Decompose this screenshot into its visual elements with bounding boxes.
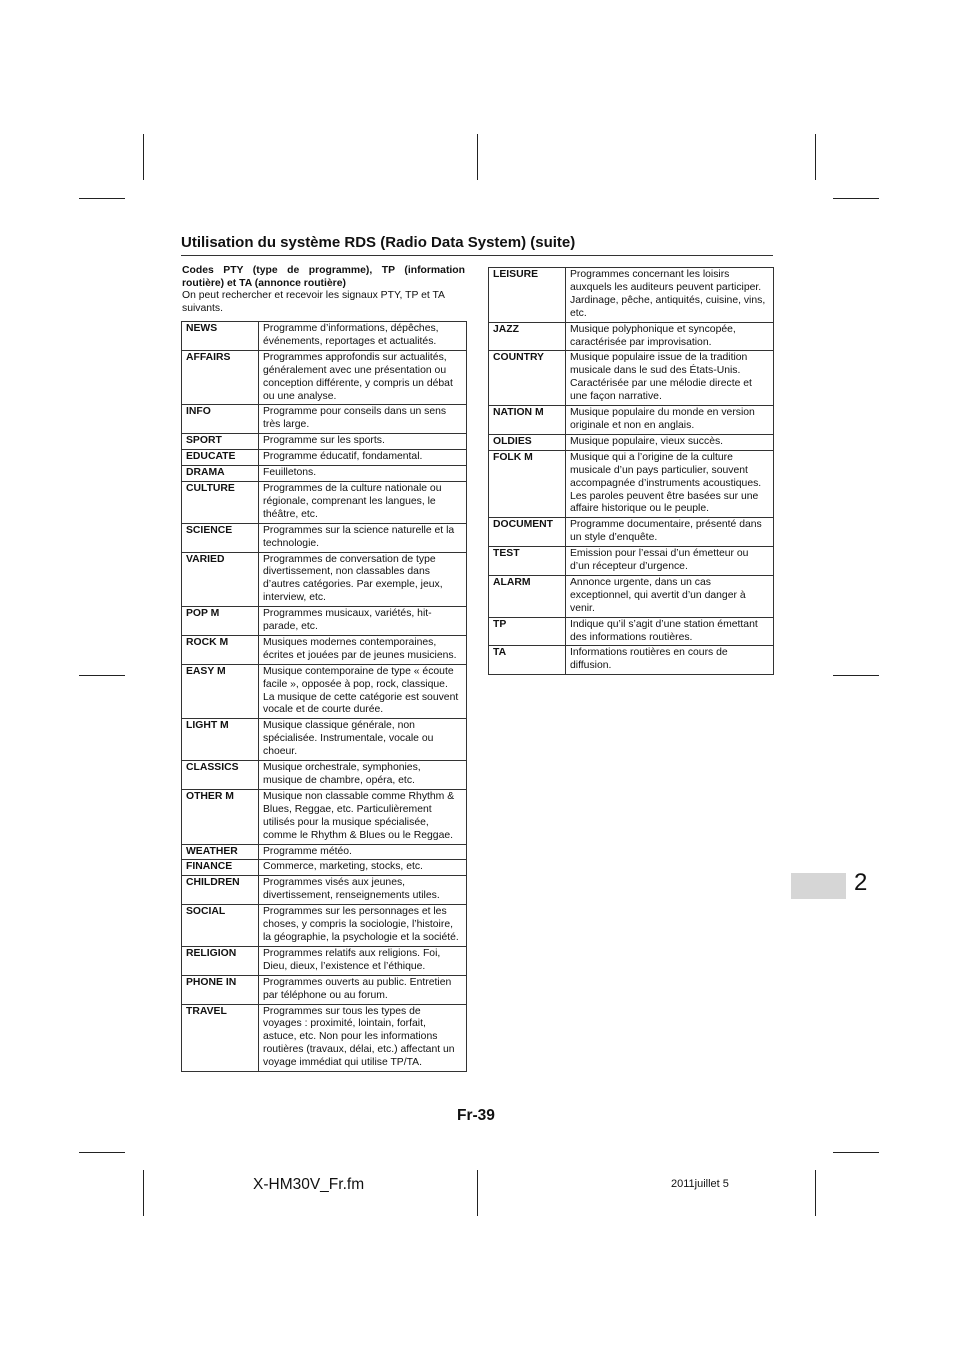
- pty-code: PHONE IN: [182, 975, 259, 1004]
- crop-mark: [143, 1170, 144, 1216]
- crop-mark: [79, 1152, 125, 1153]
- pty-description: Musique populaire du monde en version originale et non en anglais.: [566, 406, 774, 435]
- pty-code: FOLK M: [489, 450, 566, 518]
- pty-code: SPORT: [182, 434, 259, 450]
- table-row: [182, 860, 467, 876]
- table-row: [182, 844, 467, 860]
- intro-heading: Codes PTY (type de programme), TP (information routière) et TA (annonce routière): [182, 265, 465, 289]
- pty-code: WEATHER: [182, 844, 259, 860]
- table-row: [182, 607, 467, 636]
- pty-description: Programmes concernant les loisirs auxquels les auditeurs peuvent participer. Jardinage, pêche, antiquités, cuisine, vins, etc.: [566, 268, 774, 323]
- table-row: [182, 635, 467, 664]
- chapter-number: 2: [854, 869, 868, 896]
- table-row: [489, 351, 774, 406]
- table-row: [182, 466, 467, 482]
- pty-code: EDUCATE: [182, 450, 259, 466]
- pty-code: TRAVEL: [182, 1004, 259, 1072]
- pty-code: FINANCE: [182, 860, 259, 876]
- page-title: Utilisation du système RDS (Radio Data System) (suite): [181, 234, 773, 256]
- pty-description: Programmes visés aux jeunes, divertissement, renseignements utiles.: [259, 876, 467, 905]
- pty-table-left: [181, 321, 467, 1072]
- pty-code: CULTURE: [182, 481, 259, 523]
- pty-description: Musique classique générale, non spécialisée. Instrumentale, vocale ou choeur.: [259, 719, 467, 761]
- intro-section: [182, 265, 465, 315]
- table-row: [182, 405, 467, 434]
- pty-description: Programmes sur les personnages et les choses, y compris la sociologie, l’histoire, la géographie, la psychologie et la société.: [259, 905, 467, 947]
- table-row: [489, 646, 774, 675]
- pty-code: SOCIAL: [182, 905, 259, 947]
- pty-code: CLASSICS: [182, 761, 259, 790]
- pty-code: ROCK M: [182, 635, 259, 664]
- pty-code: DOCUMENT: [489, 518, 566, 547]
- pty-description: Feuilletons.: [259, 466, 467, 482]
- crop-mark: [79, 675, 125, 676]
- pty-code: TEST: [489, 547, 566, 576]
- table-row: [489, 406, 774, 435]
- chapter-tab: [791, 873, 846, 899]
- pty-code: DRAMA: [182, 466, 259, 482]
- pty-description: Commerce, marketing, stocks, etc.: [259, 860, 467, 876]
- pty-code: LIGHT M: [182, 719, 259, 761]
- table-row: [182, 434, 467, 450]
- table-row: [182, 552, 467, 607]
- pty-code: LEISURE: [489, 268, 566, 323]
- pty-description: Programmes de la culture nationale ou régionale, comprenant les langues, le théâtre, etc.: [259, 481, 467, 523]
- pty-description: Musique orchestrale, symphonies, musique de chambre, opéra, etc.: [259, 761, 467, 790]
- pty-description: Musique populaire issue de la tradition musicale dans le sud des États-Unis. Caractérisée par une mélodie directe et une façon narrative.: [566, 351, 774, 406]
- pty-code: AFFAIRS: [182, 350, 259, 405]
- pty-code: RELIGION: [182, 946, 259, 975]
- table-row: [489, 450, 774, 518]
- table-row: [489, 322, 774, 351]
- table-row: [182, 322, 467, 351]
- footer-date: 2011juillet 5: [671, 1178, 729, 1190]
- pty-code: TP: [489, 617, 566, 646]
- pty-code: TA: [489, 646, 566, 675]
- table-row: [182, 946, 467, 975]
- table-row: [182, 481, 467, 523]
- pty-description: Musique polyphonique et syncopée, caractérisée par improvisation.: [566, 322, 774, 351]
- table-row: [182, 719, 467, 761]
- pty-description: Programmes sur tous les types de voyages : proximité, lointain, forfait, astuce, etc. Non pour les informations routières (travaux, délai, etc.) affectant un voyage immédiat qui utilise TP/TA.: [259, 1004, 467, 1072]
- intro-text: On peut rechercher et recevoir les signaux PTY, TP et TA suivants.: [182, 290, 445, 314]
- crop-mark: [833, 675, 879, 676]
- pty-description: Programmes ouverts au public. Entretien par téléphone ou au forum.: [259, 975, 467, 1004]
- crop-mark: [477, 1170, 478, 1216]
- page-number: Fr-39: [457, 1107, 495, 1124]
- pty-description: Emission pour l’essai d’un émetteur ou d’un récepteur d’urgence.: [566, 547, 774, 576]
- pty-description: Programme d’informations, dépêches, événements, reportages et actualités.: [259, 322, 467, 351]
- pty-description: Programmes sur la science naturelle et la technologie.: [259, 523, 467, 552]
- table-row: [489, 547, 774, 576]
- pty-code: POP M: [182, 607, 259, 636]
- table-row: [182, 905, 467, 947]
- pty-code: NATION M: [489, 406, 566, 435]
- pty-description: Musique populaire, vieux succès.: [566, 434, 774, 450]
- pty-description: Programme pour conseils dans un sens très large.: [259, 405, 467, 434]
- pty-description: Programme sur les sports.: [259, 434, 467, 450]
- pty-code: OTHER M: [182, 789, 259, 844]
- pty-code: VARIED: [182, 552, 259, 607]
- table-row: [182, 761, 467, 790]
- pty-code: COUNTRY: [489, 351, 566, 406]
- table-row: [182, 523, 467, 552]
- table-row: [489, 575, 774, 617]
- pty-description: Programmes relatifs aux religions. Foi, Dieu, dieux, l’existence et l’éthique.: [259, 946, 467, 975]
- pty-code: JAZZ: [489, 322, 566, 351]
- crop-mark: [815, 134, 816, 180]
- crop-mark: [815, 1170, 816, 1216]
- crop-mark: [143, 134, 144, 180]
- pty-code: INFO: [182, 405, 259, 434]
- pty-description: Musique contemporaine de type « écoute facile », opposée à pop, rock, classique. La musique de cette catégorie est souvent vocale et de courte durée.: [259, 664, 467, 719]
- pty-description: Musique non classable comme Rhythm & Blues, Reggae, etc. Particulièrement utilisés pour la musique spécialisée, comme le Rhythm & Blues ou le Reggae.: [259, 789, 467, 844]
- pty-description: Programmes de conversation de type divertissement, non classables dans d’autres catégories. Par exemple, jeux, interview, etc.: [259, 552, 467, 607]
- pty-code: EASY M: [182, 664, 259, 719]
- table-row: [182, 450, 467, 466]
- table-row: [489, 434, 774, 450]
- pty-code: ALARM: [489, 575, 566, 617]
- crop-mark: [79, 198, 125, 199]
- pty-code: NEWS: [182, 322, 259, 351]
- table-row: [489, 518, 774, 547]
- table-row: [182, 789, 467, 844]
- pty-description: Musiques modernes contemporaines, écrites et jouées par de jeunes musiciens.: [259, 635, 467, 664]
- pty-description: Informations routières en cours de diffusion.: [566, 646, 774, 675]
- pty-description: Programme météo.: [259, 844, 467, 860]
- table-row: [182, 975, 467, 1004]
- pty-description: Programme documentaire, présenté dans un style d’enquête.: [566, 518, 774, 547]
- table-row: [182, 664, 467, 719]
- pty-description: Annonce urgente, dans un cas exceptionnel, qui avertit d’un danger à venir.: [566, 575, 774, 617]
- pty-table-right: [488, 267, 774, 675]
- pty-code: SCIENCE: [182, 523, 259, 552]
- crop-mark: [833, 1152, 879, 1153]
- footer-filename: X-HM30V_Fr.fm: [253, 1176, 365, 1193]
- crop-mark: [833, 198, 879, 199]
- pty-description: Programmes musicaux, variétés, hit-parade, etc.: [259, 607, 467, 636]
- pty-code: OLDIES: [489, 434, 566, 450]
- pty-code: CHILDREN: [182, 876, 259, 905]
- table-row: [182, 350, 467, 405]
- pty-description: Musique qui a l’origine de la culture musicale d’un pays particulier, souvent accompagnée d’instruments acoustiques. Les paroles peuvent être basées sur une affaire historique ou le peuple.: [566, 450, 774, 518]
- table-row: [489, 268, 774, 323]
- table-row: [182, 1004, 467, 1072]
- crop-mark: [477, 134, 478, 180]
- table-row: [182, 876, 467, 905]
- pty-description: Programmes approfondis sur actualités, généralement avec une présentation ou conception différente, y compris un débat ou une analyse.: [259, 350, 467, 405]
- table-row: [489, 617, 774, 646]
- pty-description: Indique qu’il s’agit d’une station émettant des informations routières.: [566, 617, 774, 646]
- pty-description: Programme éducatif, fondamental.: [259, 450, 467, 466]
